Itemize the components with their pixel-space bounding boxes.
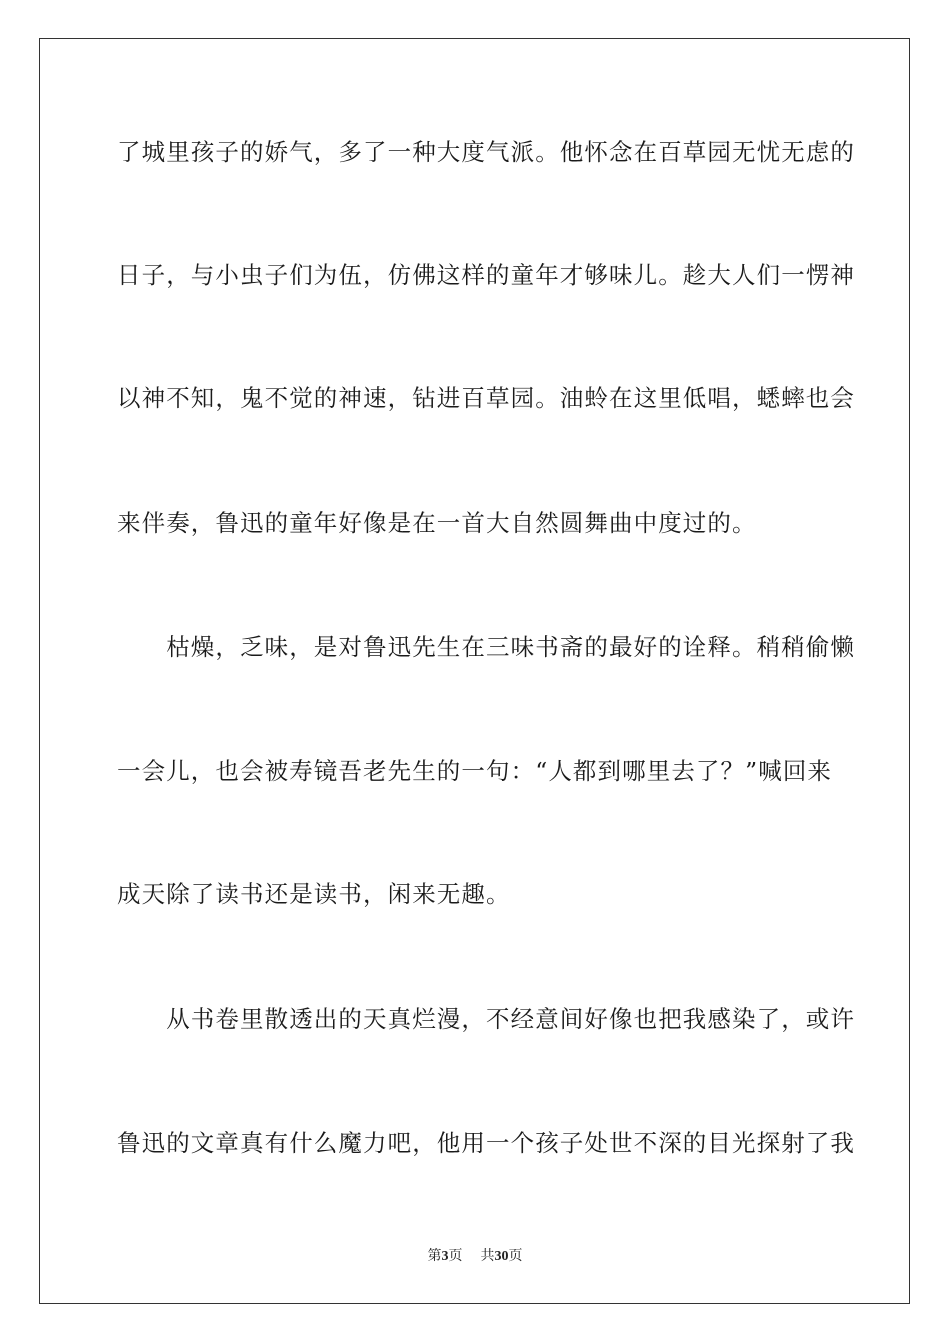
text-line-1: 了城里孩子的娇气，多了一种大度气派。他怀念在百草园无忧无虑的 bbox=[117, 138, 855, 166]
text-line-7: 成天除了读书还是读书，闲来无趣。 bbox=[117, 880, 511, 908]
text-line-8: 从书卷里散透出的天真烂漫，不经意间好像也把我感染了，或许 bbox=[117, 1005, 855, 1033]
text-line-6: 一会儿，也会被寿镜吾老先生的一句：“人都到哪里去了？”喊回来 bbox=[117, 757, 833, 785]
text-line-9: 鲁迅的文章真有什么魔力吧，他用一个孩子处世不深的目光探射了我 bbox=[117, 1129, 855, 1157]
page-number-label: 第3页 bbox=[427, 1249, 463, 1264]
text-line-4: 来伴奏，鲁迅的童年好像是在一首大自然圆舞曲中度过的。 bbox=[117, 509, 757, 537]
text-line-3: 以神不知，鬼不觉的神速，钻进百草园。油蛉在这里低唱，蟋蟀也会 bbox=[117, 384, 855, 412]
page-border bbox=[39, 38, 910, 1304]
page-footer bbox=[0, 1247, 950, 1267]
text-line-5: 枯燥，乏味，是对鲁迅先生在三味书斋的最好的诠释。稍稍偷懒 bbox=[117, 633, 855, 661]
text-line-2: 日子，与小虫子们为伍，仿佛这样的童年才够味儿。趁大人们一愣神 bbox=[117, 261, 855, 289]
total-pages-label: 共30页 bbox=[480, 1249, 523, 1264]
